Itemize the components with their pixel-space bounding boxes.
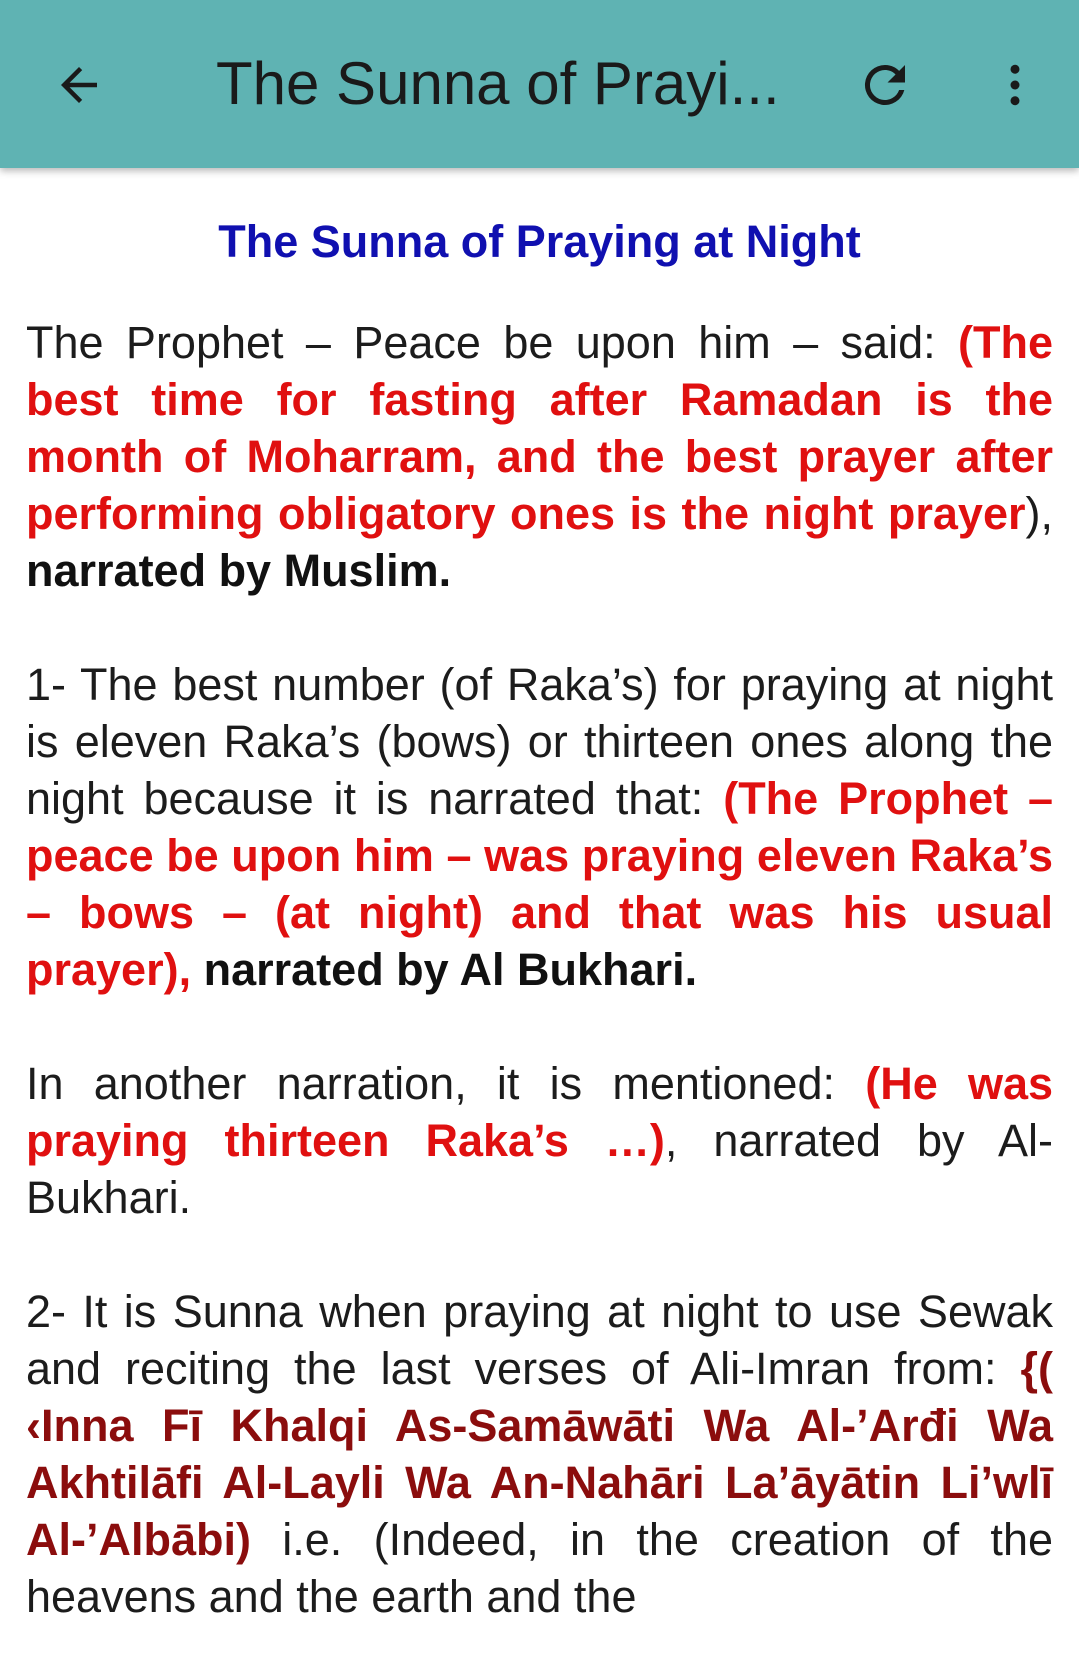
- paragraph-1-intro: The Prophet – Peace be upon him – said:: [26, 317, 958, 368]
- paragraph-1: [26, 314, 1053, 599]
- paragraph-4-text: 2- It is Sunna when praying at night to use Sewak and reciting the last verses of Ali-Imran from:: [26, 1286, 1053, 1394]
- hadith-quote-3: (He was praying thirteen Raka’s …): [26, 1058, 1054, 1166]
- paragraph-4: [26, 1283, 1053, 1625]
- hadith-quote-1: (The best time for fasting after Ramadan is the month of Moharram, and the best prayer after performing obligatory ones is the night prayer: [26, 317, 1053, 539]
- article-heading: The Sunna of Praying at Night: [218, 216, 861, 267]
- paragraph-2: [26, 656, 1053, 998]
- paragraph-3: [26, 1055, 1053, 1226]
- page-title: The Sunna of Prayi...: [216, 50, 780, 117]
- more-vertical-icon: [988, 58, 1042, 112]
- paragraph-2-text: 1- The best number (of Raka’s) for praying at night is eleven Raka’s (bows) or thirteen ones along the night because it is narrated that:: [26, 659, 1053, 824]
- refresh-icon: [855, 55, 915, 115]
- article-content: [0, 216, 1079, 1625]
- refresh-button[interactable]: [850, 50, 920, 120]
- arrow-left-icon: [52, 58, 106, 112]
- paragraph-1-close: ),: [1025, 488, 1053, 539]
- narrator-1: narrated by Muslim.: [26, 545, 452, 596]
- verse-quote: {( ‹Inna Fī Khalqi As-Samāwāti Wa Al-’Arđi Wa Akhtilāfi Al-Layli Wa An-Nahāri La’āyātin Li’wlī Al-’Albābi): [26, 1343, 1053, 1565]
- paragraph-3-text: In another narration, it is mentioned:: [26, 1058, 866, 1109]
- more-options-button[interactable]: [980, 50, 1050, 120]
- app-bar: [0, 0, 1079, 168]
- paragraph-3-tail: , narrated by Al-Bukhari.: [26, 1115, 1053, 1223]
- paragraph-4-tail: i.e. (Indeed, in the creation of the heavens and the earth and the: [26, 1514, 1053, 1622]
- hadith-quote-2: (The Prophet – peace be upon him – was praying eleven Raka’s – bows – (at night) and that was his usual prayer),: [26, 773, 1053, 995]
- back-button[interactable]: [44, 50, 114, 120]
- narrator-2: narrated by Al Bukhari.: [203, 944, 698, 995]
